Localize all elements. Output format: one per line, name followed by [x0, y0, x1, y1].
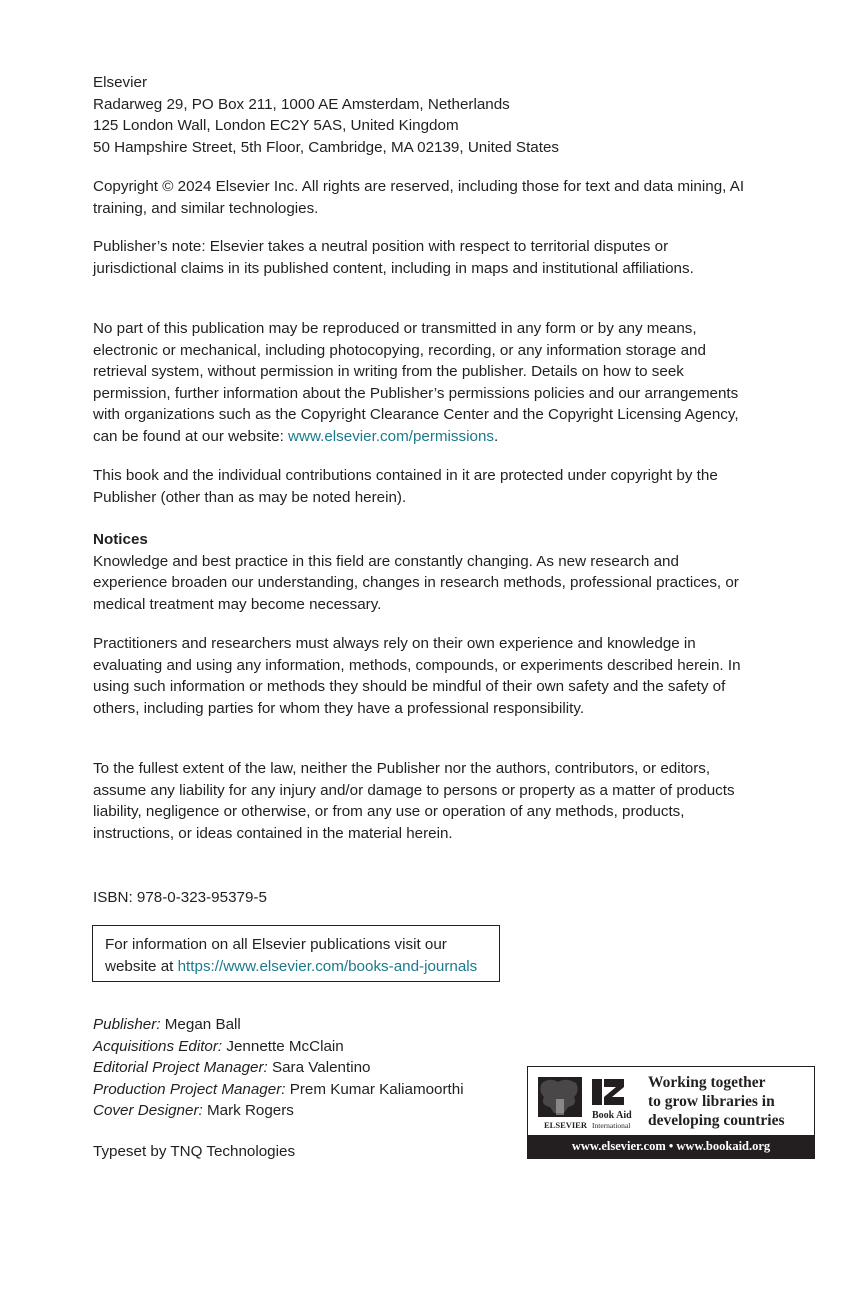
address-line: 125 London Wall, London EC2Y 5AS, United Kingdom: [93, 117, 459, 135]
credit-name: Prem Kumar Kaliamoorthi: [289, 1080, 464, 1098]
international-label: International: [592, 1121, 631, 1130]
copyright-statement: Copyright © 2024 Elsevier Inc. All rights are reserved, including those for text and data mining, AI training, and similar technologies.: [93, 178, 745, 217]
book-aid-badge: [527, 1066, 815, 1159]
tagline-line: developing countries: [648, 1112, 785, 1129]
notices-section: [93, 529, 753, 615]
publisher-address-block: [93, 72, 753, 158]
books-journals-link[interactable]: https://www.elsevier.com/books-and-journals: [177, 957, 478, 975]
credits-list: [93, 1014, 513, 1122]
publisher-name: Elsevier: [93, 74, 148, 91]
isbn: ISBN: 978-0-323-95379-5: [93, 889, 267, 906]
credit-name: Sara Valentino: [271, 1059, 371, 1077]
tagline-line: Working together: [648, 1074, 766, 1091]
credit-role: Acquisitions Editor:: [93, 1037, 223, 1055]
notice-paragraph: To the fullest extent of the law, neither the Publisher nor the authors, contributors, or editors, assume any liability for any injury and/or damage to persons or property as a matter of products liability, negligence or otherwise, or from any use or operation of any methods, products, instructions, or ideas contained in the material herein.: [93, 760, 735, 842]
credit-line: [93, 1079, 513, 1101]
elsevier-label: ELSEVIER: [544, 1120, 587, 1130]
notices-heading: Notices: [93, 531, 148, 548]
address-line: 50 Hampshire Street, 5th Floor, Cambridge, MA 02139, United States: [93, 138, 559, 156]
book-aid-tagline: [648, 1073, 810, 1130]
copyright-protection: This book and the individual contributions contained in it are protected under copyright by the Publisher (other than as may be noted herein).: [93, 467, 718, 506]
credit-role: Editorial Project Manager:: [93, 1059, 268, 1077]
partner-logos: [536, 1075, 646, 1133]
publishers-note: Publisher’s note: Elsevier takes a neutral position with respect to territorial disputes or jurisdictional claims in its published content, including in maps and institutional affiliations.: [93, 238, 694, 277]
credit-line: [93, 1014, 513, 1036]
credit-name: Mark Rogers: [206, 1102, 294, 1120]
permissions-text: No part of this publication may be reproduced or transmitted in any form or by any means, electronic or mechanical, including photocopying, recording, or any information storage and retrieval system, without permission in writing from the publisher. Details on how to seek permission, further information about the Publisher’s permissions policies and our arrangements with organizations such as the Copyright Clearance Center and the Copyright Licensing Agency, can be found at our website:: [93, 320, 739, 445]
credit-line: [93, 1036, 513, 1058]
book-aid-label: Book Aid: [592, 1110, 632, 1121]
tagline-line: to grow libraries in: [648, 1093, 775, 1110]
typeset-credit: Typeset by TNQ Technologies: [93, 1143, 296, 1160]
permissions-paragraph: [93, 318, 753, 448]
info-line: [105, 956, 487, 978]
permissions-end: .: [493, 427, 499, 445]
permissions-link[interactable]: www.elsevier.com/permissions: [288, 427, 494, 445]
credit-role: Cover Designer:: [93, 1102, 203, 1120]
info-prefix: website at: [105, 957, 178, 975]
credit-name: Jennette McClain: [226, 1037, 344, 1055]
notice-paragraph: Knowledge and best practice in this field are constantly changing. As new research and experience broaden our understanding, changes in research methods, professional practices, or medical treatment may become necessary.: [93, 552, 739, 613]
credit-role: Production Project Manager:: [93, 1080, 286, 1098]
book-aid-urls: www.elsevier.com • www.bookaid.org: [528, 1135, 814, 1158]
address-line: Radarweg 29, PO Box 211, 1000 AE Amsterdam, Netherlands: [93, 95, 510, 113]
publications-info-box: [92, 925, 500, 982]
credit-role: Publisher:: [93, 1016, 161, 1033]
notice-paragraph: Practitioners and researchers must always rely on their own experience and knowledge in evaluating and using any information, methods, compounds, or experiments described herein. In using such information or methods they should be mindful of their own safety and the safety of others, including parties for whom they have a professional responsibility.: [93, 635, 741, 717]
credit-name: Megan Ball: [164, 1016, 241, 1033]
credit-line: [93, 1100, 513, 1122]
info-line: For information on all Elsevier publications visit our: [105, 936, 447, 953]
credit-line: [93, 1057, 513, 1079]
